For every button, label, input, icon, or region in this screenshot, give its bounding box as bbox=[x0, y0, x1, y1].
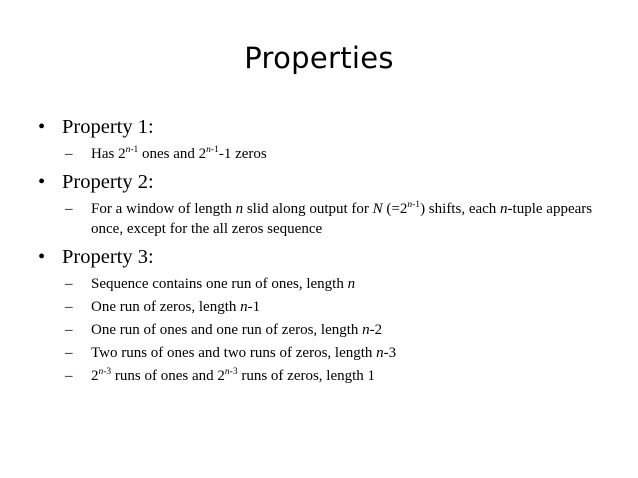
sub-bullet-text: For a window of length n slid along output for N $(=2^{n-1})$ shifts, each n-tuple appears once, except for the all zeros sequence bbox=[91, 200, 593, 237]
superscript: n-1 bbox=[206, 145, 219, 155]
dash-icon: – bbox=[65, 345, 73, 361]
superscript: n-1 bbox=[125, 145, 139, 155]
bullet-property-3 bbox=[38, 244, 598, 270]
dash-icon: – bbox=[65, 368, 73, 384]
bullet-label: Property 2: bbox=[62, 171, 154, 193]
italic-variable: n bbox=[376, 345, 384, 361]
italic-variable: n bbox=[240, 299, 248, 315]
bullet-property-2 bbox=[38, 169, 598, 195]
superscript: n-3 bbox=[98, 367, 112, 377]
superscript: n-3 bbox=[224, 367, 238, 377]
sub-bullet-text: Two runs of ones and two runs of zeros, length n-3 bbox=[91, 345, 397, 361]
slide-content bbox=[38, 114, 598, 386]
sub-bullet-text: 2$^{n-3}$ runs of ones and 2$^{n-3}$ runs of zeros, length 1 bbox=[91, 367, 376, 384]
dash-icon: – bbox=[65, 299, 73, 315]
sub-bullet bbox=[38, 320, 598, 340]
bullet-dot-icon: • bbox=[38, 116, 46, 138]
sub-bullet bbox=[38, 144, 598, 164]
sub-bullet bbox=[38, 366, 598, 386]
slide-title: Properties bbox=[244, 41, 394, 75]
italic-variable: n bbox=[362, 322, 370, 338]
bullet-property-1 bbox=[38, 114, 598, 140]
italic-variable: n bbox=[235, 201, 244, 217]
sub-bullet-text: One run of ones and one run of zeros, length n-2 bbox=[91, 322, 383, 338]
dash-icon: – bbox=[65, 201, 73, 217]
dash-icon: – bbox=[65, 146, 73, 162]
italic-variable: n bbox=[347, 276, 356, 292]
bullet-label: Property 1: bbox=[62, 116, 154, 138]
sub-list-property-1 bbox=[38, 144, 598, 164]
sub-bullet-text: Sequence contains one run of ones, length n bbox=[91, 276, 356, 292]
bullet-dot-icon: • bbox=[38, 246, 46, 268]
superscript: n-1 bbox=[407, 200, 421, 210]
sub-bullet bbox=[38, 343, 598, 363]
sub-bullet bbox=[38, 274, 598, 294]
dash-icon: – bbox=[65, 276, 73, 292]
sub-bullet-text: Has 2$^{n-1}$ ones and 2$^{n-1}$-1 zeros bbox=[91, 145, 267, 162]
bullet-dot-icon: • bbox=[38, 171, 46, 193]
italic-variable: N bbox=[372, 201, 383, 217]
dash-icon: – bbox=[65, 322, 73, 338]
sub-list-property-2 bbox=[38, 199, 598, 239]
bullet-label: Property 3: bbox=[62, 246, 154, 268]
italic-variable: n bbox=[500, 201, 508, 217]
sub-bullet-text: One run of zeros, length n-1 bbox=[91, 299, 261, 315]
sub-list-property-3 bbox=[38, 274, 598, 386]
sub-bullet bbox=[38, 297, 598, 317]
sub-bullet bbox=[38, 199, 598, 239]
